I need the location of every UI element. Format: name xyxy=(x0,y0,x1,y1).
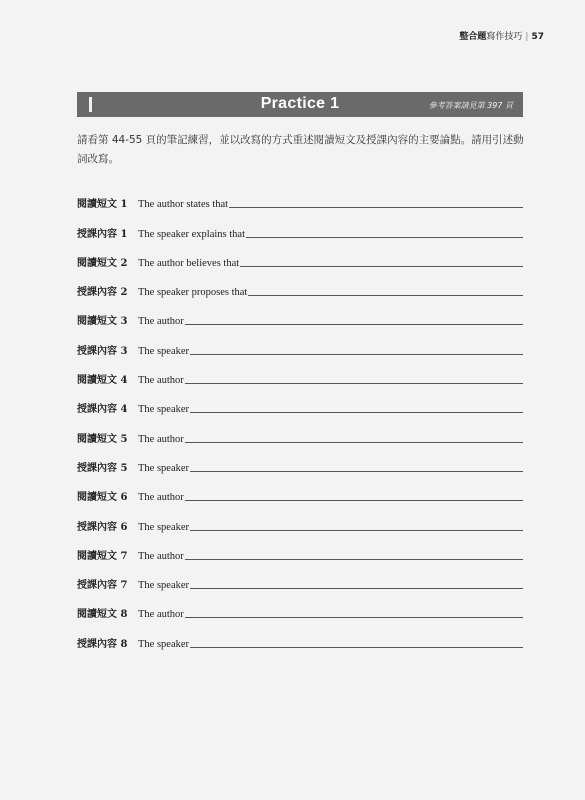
running-header xyxy=(459,29,544,42)
row-label: 授課內容 1 xyxy=(77,228,128,240)
practice-row xyxy=(77,504,523,533)
practice-row xyxy=(77,270,523,299)
row-label: 閱讀短文 6 xyxy=(77,492,128,504)
section-name: 整合題 xyxy=(459,32,487,42)
practice-row xyxy=(77,621,523,650)
practice-banner xyxy=(77,92,523,117)
practice-title: Practice 1 xyxy=(260,95,340,112)
row-prompt: The speaker xyxy=(138,345,190,357)
row-prompt: The speaker explains that xyxy=(138,228,245,240)
answer-line[interactable] xyxy=(185,441,523,443)
practice-row xyxy=(77,299,523,328)
row-label: 授課內容 5 xyxy=(77,462,128,474)
row-label: 閱讀短文 8 xyxy=(77,609,128,621)
practice-row xyxy=(77,241,523,270)
practice-row xyxy=(77,475,523,504)
answer-line[interactable] xyxy=(190,470,523,472)
subsection-name: 寫作技巧 xyxy=(486,32,523,42)
row-prompt: The author xyxy=(138,609,184,621)
practice-rows xyxy=(77,182,523,651)
row-prompt: The author xyxy=(138,433,184,445)
answer-line[interactable] xyxy=(190,411,523,413)
practice-row xyxy=(77,211,523,240)
answer-line[interactable] xyxy=(185,323,523,325)
answer-line[interactable] xyxy=(190,646,523,648)
row-label: 授課內容 8 xyxy=(77,638,128,650)
row-prompt: The author xyxy=(138,550,184,562)
answer-line[interactable] xyxy=(190,587,523,589)
row-prompt: The speaker xyxy=(138,404,190,416)
row-prompt: The speaker xyxy=(138,521,190,533)
row-label: 授課內容 2 xyxy=(77,287,128,299)
practice-row xyxy=(77,534,523,563)
answer-reference: 參考答案請見第 397 頁 xyxy=(428,101,513,110)
practice-row xyxy=(77,592,523,621)
row-label: 授課內容 4 xyxy=(77,404,128,416)
answer-line[interactable] xyxy=(190,529,523,531)
row-label: 閱讀短文 2 xyxy=(77,257,128,269)
row-prompt: The speaker proposes that xyxy=(138,287,248,299)
row-label: 授課內容 7 xyxy=(77,580,128,592)
row-label: 閱讀短文 1 xyxy=(77,199,128,211)
row-label: 授課內容 3 xyxy=(77,345,128,357)
row-prompt: The speaker xyxy=(138,462,190,474)
instructions: 請看第 44-55 頁的筆記練習，並以改寫的方式重述閱讀短文及授課內容的主要論點。請用引述動詞改寫。 xyxy=(77,134,524,165)
answer-line[interactable] xyxy=(185,499,523,501)
answer-line[interactable] xyxy=(248,294,523,296)
row-prompt: The author xyxy=(138,492,184,504)
row-prompt: The author xyxy=(138,316,184,328)
header-separator: | xyxy=(525,32,529,42)
row-prompt: The author states that xyxy=(138,199,229,211)
row-label: 閱讀短文 3 xyxy=(77,316,128,328)
row-prompt: The speaker xyxy=(138,580,190,592)
answer-line[interactable] xyxy=(190,353,523,355)
row-prompt: The speaker xyxy=(138,638,190,650)
answer-line[interactable] xyxy=(185,558,523,560)
practice-row xyxy=(77,563,523,592)
answer-line[interactable] xyxy=(185,616,523,618)
practice-row xyxy=(77,387,523,416)
practice-row xyxy=(77,416,523,445)
practice-row xyxy=(77,328,523,357)
practice-row xyxy=(77,446,523,475)
practice-row xyxy=(77,358,523,387)
row-label: 閱讀短文 5 xyxy=(77,433,128,445)
answer-line[interactable] xyxy=(246,236,523,238)
practice-row xyxy=(77,182,523,211)
answer-line[interactable] xyxy=(229,206,523,208)
page-number: 57 xyxy=(531,32,544,42)
row-label: 閱讀短文 4 xyxy=(77,375,128,387)
row-label: 授課內容 6 xyxy=(77,521,128,533)
row-prompt: The author xyxy=(138,375,184,387)
answer-line[interactable] xyxy=(240,265,523,267)
answer-line[interactable] xyxy=(185,382,523,384)
row-prompt: The author believes that xyxy=(138,257,240,269)
row-label: 閱讀短文 7 xyxy=(77,550,128,562)
